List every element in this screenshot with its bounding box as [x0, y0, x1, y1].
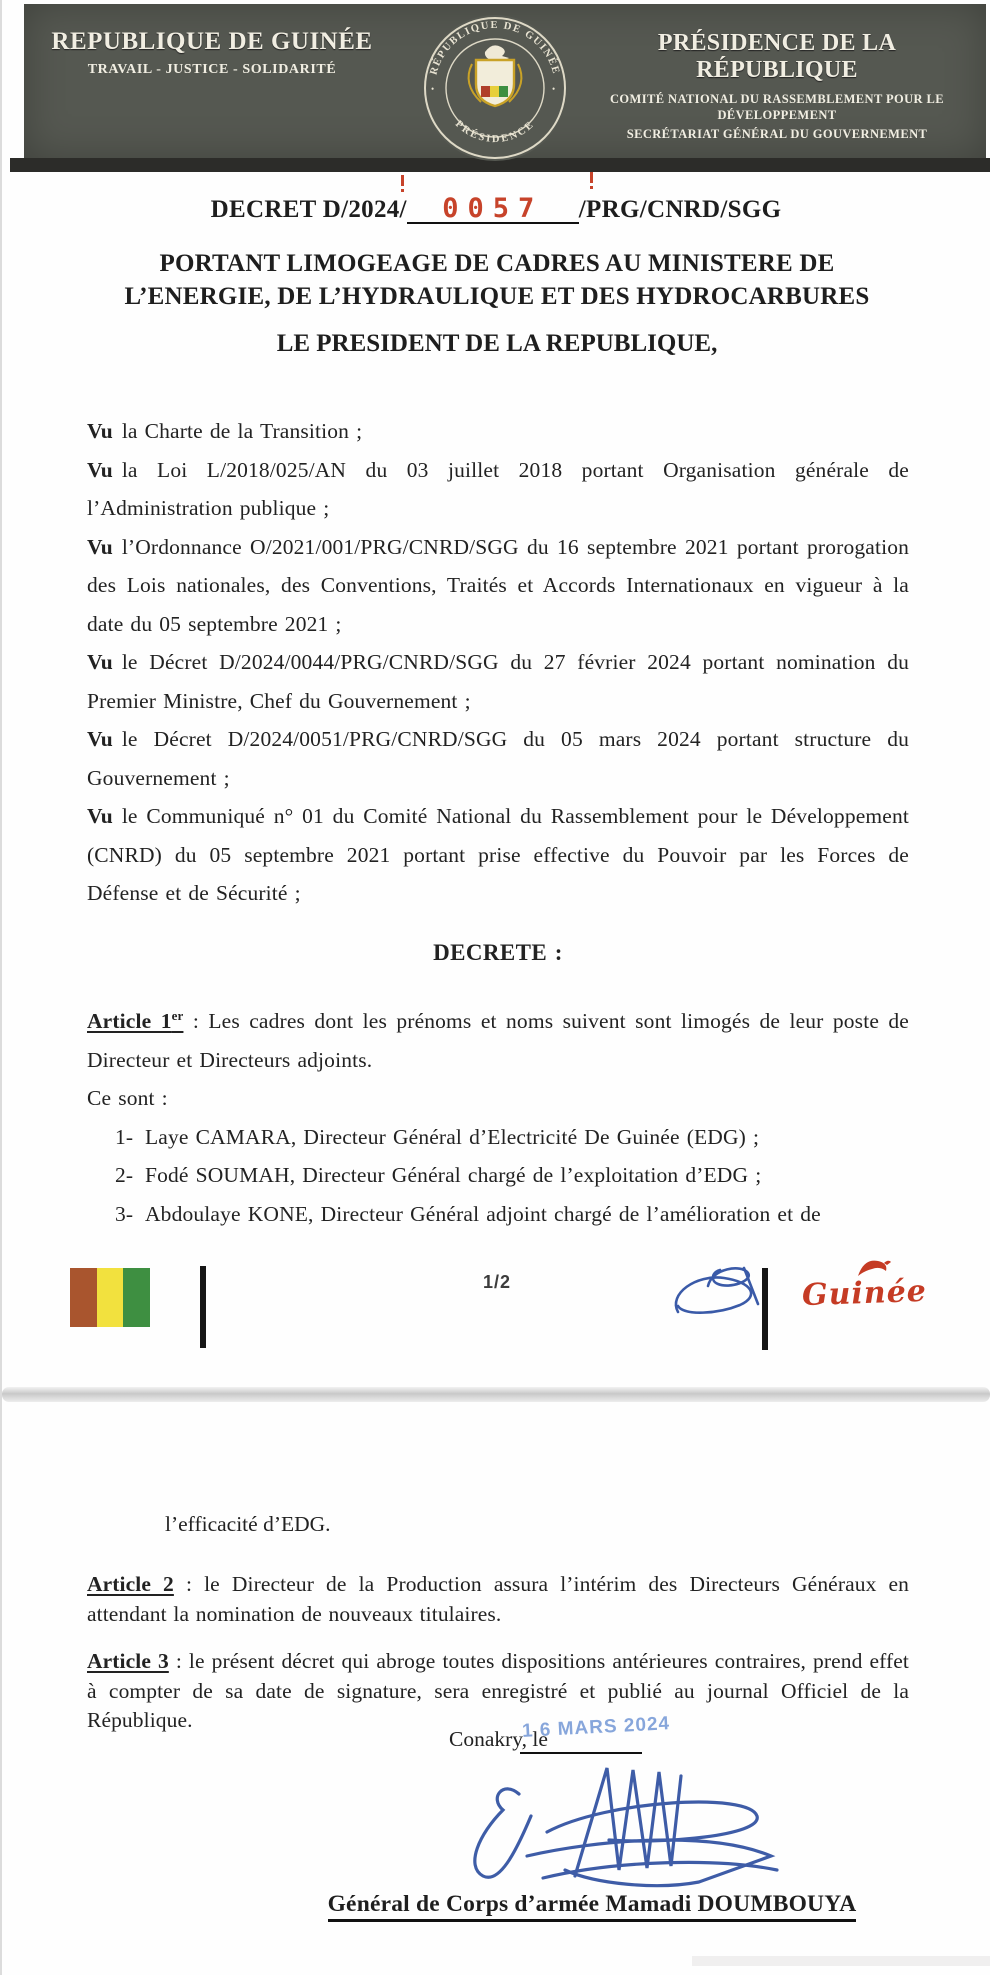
visa-prefix: Vu — [87, 534, 113, 559]
seal-arc-bottom-text: PRÉSIDENCE — [452, 118, 538, 146]
article2-paragraph — [87, 1570, 909, 1629]
brand-wordmark: Guinée — [801, 1273, 928, 1314]
visa-prefix: Vu — [87, 727, 113, 751]
cnrd-line2: DÉVELOPPEMENT — [717, 108, 837, 122]
dismissed-item — [87, 1195, 909, 1234]
visa-paragraph — [87, 797, 909, 913]
item-number: 3- — [115, 1201, 134, 1226]
guinea-flag-icon — [70, 1268, 150, 1327]
ce-sont-line: Ce sont : — [87, 1086, 168, 1111]
signatory-name-row — [282, 1891, 902, 1918]
date-underline — [520, 1752, 642, 1754]
seal-dot-right: • — [552, 84, 556, 94]
article2-separator: : — [173, 1572, 205, 1596]
item-text: Fodé SOUMAH, Directeur Général chargé de l’exploitation d’EDG ; — [145, 1163, 762, 1188]
footer-left-bar — [200, 1266, 206, 1348]
presidential-seal-icon — [419, 6, 571, 170]
seal-arc-top-text: RÉPUBLIQUE DE GUINÉE — [428, 19, 562, 77]
footer-right-bar — [762, 1268, 768, 1350]
item-text: Abdoulaye KONE, Directeur Général adjoint chargé de l’amélioration et de — [145, 1201, 821, 1226]
date-stamp: 1 6 MARS 2024 — [521, 1713, 671, 1742]
decree-title-line1: PORTANT LIMOGEAGE DE CADRES AU MINISTERE DE — [159, 250, 835, 277]
visa-prefix: Vu — [87, 650, 113, 674]
decree-number-stamp: 0057 — [442, 193, 544, 224]
initials-signature-icon — [668, 1260, 764, 1328]
visa-paragraph — [87, 643, 909, 720]
page-break-divider — [2, 1387, 990, 1402]
decree-suffix: /PRG/CNRD/SGG — [578, 196, 782, 223]
article1-continuation: l’efficacité d’EDG. — [165, 1512, 331, 1536]
item-text: Laye CAMARA, Directeur Général d’Electricité De Guinée (EDG) ; — [145, 1124, 760, 1149]
article1-label: Article 1er — [87, 1008, 184, 1034]
article1-sup: er — [171, 1008, 184, 1023]
decree-number-blank — [407, 191, 579, 224]
salutation: LE PRESIDENT DE LA REPUBLIQUE, — [276, 330, 718, 357]
decrete-heading: DECRETE : — [433, 939, 563, 965]
republic-title: REPUBLIQUE DE GUINÉE — [51, 28, 373, 55]
place-and-date-line: Conakry, le — [449, 1727, 548, 1751]
signatory-name: Général de Corps d’armée Mamadi DOUMBOUYA — [328, 1891, 857, 1922]
visa-text: le Décret D/2024/0051/PRG/CNRD/SGG du 05 mars 2024 portant structure du Gouvernement ; — [87, 727, 909, 790]
president-signature-icon — [457, 1758, 792, 1896]
visa-prefix: Vu — [87, 457, 113, 482]
visa-prefix: Vu — [87, 419, 113, 443]
visa-text: le Décret D/2024/0044/PRG/CNRD/SGG du 27 février 2024 portant nomination du Premier Ministre, Chef du Gouvernement ; — [87, 650, 909, 713]
item-number: 1- — [115, 1124, 134, 1149]
visa-text: la Loi L/2018/025/AN du 03 juillet 2018 portant Organisation générale de l’Administration publique ; — [87, 457, 909, 520]
seal-dot-left: • — [431, 84, 435, 94]
red-registry-tick — [401, 175, 404, 186]
article2-label: Article 2 — [87, 1572, 174, 1596]
visa-text: le Communiqué n° 01 du Comité National du Rassemblement pour le Développement (CNRD) du 05 septembre 2021 portant prise effective du Pouvoir par les Forces de Défense et de Sécurité ; — [87, 804, 909, 905]
header-left-block — [47, 28, 377, 78]
dismissed-item — [87, 1156, 909, 1195]
republic-motto: TRAVAIL - JUSTICE - SOLIDARITÉ — [87, 62, 337, 77]
visa-paragraph — [87, 720, 909, 797]
visa-paragraph — [87, 528, 909, 644]
sgg-line: SECRÉTARIAT GÉNÉRAL DU GOUVERNEMENT — [626, 127, 928, 141]
decree-number-line — [2, 191, 990, 224]
article1-paragraph — [87, 997, 909, 1079]
presidency-title: PRÉSIDENCE DE LA RÉPUBLIQUE — [657, 30, 897, 83]
cnrd-line1: COMITÉ NATIONAL DU RASSEMBLEMENT POUR LE — [610, 92, 944, 106]
item-number: 2- — [115, 1163, 134, 1188]
article3-separator: : — [168, 1649, 189, 1673]
visa-paragraph — [87, 451, 909, 528]
article3-paragraph — [87, 1647, 909, 1736]
page1-body — [87, 412, 909, 1233]
visa-prefix: Vu — [87, 804, 113, 828]
scan-artifact — [692, 1956, 990, 1966]
red-registry-tick — [590, 172, 593, 183]
article1-text: Les cadres dont les prénoms et noms suivent sont limogés de leur poste de Directeur et Directeurs adjoints. — [87, 1009, 909, 1072]
visa-text: l’Ordonnance O/2021/001/PRG/CNRD/SGG du 16 septembre 2021 portant prorogation des Lois nationales, des Conventions, Traités et Accords Internationaux en vigueur à la date du 05 septembre 2021 ; — [87, 534, 909, 636]
decree-title-line2: L’ENERGIE, DE L’HYDRAULIQUE ET DES HYDROCARBURES — [124, 283, 870, 310]
article2-text: le Directeur de la Production assura l’intérim des Directeurs Généraux en attendant la nomination de nouveaux titulaires. — [87, 1572, 909, 1626]
guinee-brand-logo — [801, 1258, 928, 1322]
article3-text: le présent décret qui abroge toutes dispositions antérieures contraires, prend effet à compter de sa date de signature, sera enregistré et publié au journal Officiel de la République. — [87, 1649, 909, 1732]
article1-separator: : — [183, 1009, 209, 1034]
decree-prefix: DECRET D/2024/ — [210, 196, 407, 223]
visa-text: la Charte de la Transition ; — [121, 419, 363, 443]
decree-title — [86, 247, 908, 313]
visa-paragraph — [87, 412, 909, 451]
header-right-block — [582, 30, 972, 142]
page-number: 1/2 — [482, 1272, 512, 1292]
article3-label: Article 3 — [87, 1649, 169, 1673]
dismissed-item — [87, 1118, 909, 1157]
